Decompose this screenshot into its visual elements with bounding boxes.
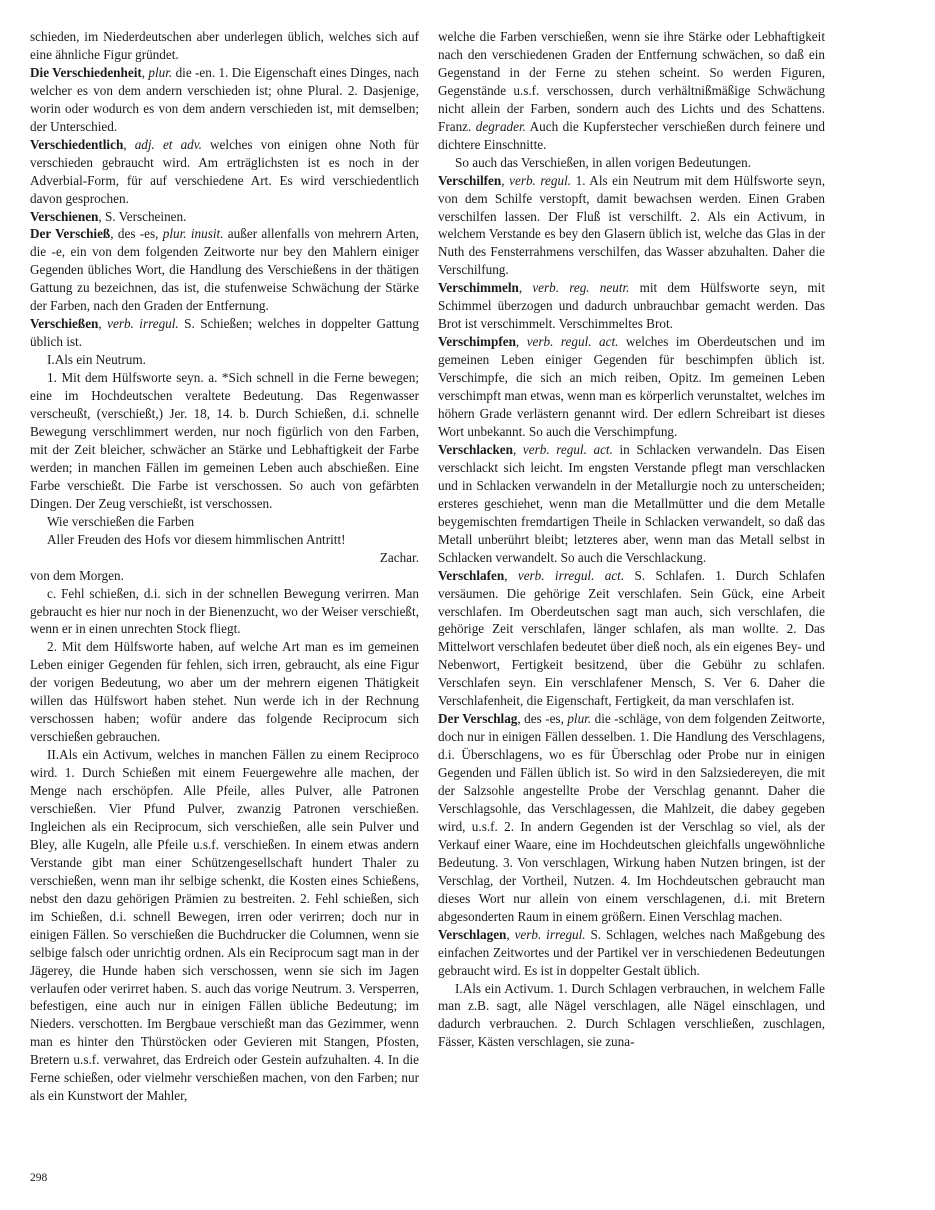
grammar-label: verb. reg. neutr. bbox=[532, 280, 630, 296]
grammar-label: plur. inusit. bbox=[162, 226, 224, 242]
quotation-line-2: Aller Freuden des Hofs vor diesem himmlischen Antritt! bbox=[47, 531, 346, 547]
headword: Verschimmeln bbox=[438, 280, 519, 296]
headword: Verschlagen bbox=[438, 926, 507, 942]
headword: Verschienen bbox=[30, 208, 99, 224]
entry-verschiedenheit: Die Verschiedenheit, plur. die -en. 1. Die Eigenschaft eines Dinges, nach welcher es von dem andern verschieden ist; ohne Plural. 2. Dasjenige, worin oder wodurch es von dem andern verschieden ist, mit demselben; der Unterschied. bbox=[30, 64, 419, 134]
sense-heading-neutrum: I.Als ein Neutrum. bbox=[47, 352, 146, 368]
headword: Die Verschiedenheit bbox=[30, 64, 142, 80]
headword: Verschilfen bbox=[438, 172, 502, 188]
grammar-label: verb. irregul. bbox=[107, 316, 179, 332]
grammar-label: verb. irregul. bbox=[514, 926, 586, 942]
grammar-label: verb. regul. act. bbox=[526, 334, 619, 350]
sense-paragraph-1: 1. Mit dem Hülfsworte seyn. a. *Sich schnell in die Ferne bewegen; eine im Hochdeutschen veraltete Bedeutung. Das Regenwasser verscheußt, (verschießt,) Jer. 18, 14. b. Durch Schießen, d.i. schnelle Bewegung verschlimmert werden, nur noch figürlich von den Farben, mit der Zeit bleicher, schwächer an Stärke und Lebhaftigkeit der Farbe werden; in manchen Fällen im gemeinen Leben auch abschießen. Eine Farbe verschießt. Die Farbe ist verschossen. So auch von gefärbten Dingen. Der Zeug verschießt, ist verschossen. bbox=[30, 370, 419, 511]
quotation-line-1: Wie verschießen die Farben bbox=[47, 513, 195, 529]
sense-paragraph-c: c. Fehl schießen, d.i. sich in der schnellen Bewegung verirren. Man gebraucht es hier nur noch in der Bienenzucht, wo der Weiser verschießt, wenn er in einen unrechten Stock fliegt. bbox=[30, 585, 419, 637]
grammar-label: verb. regul. bbox=[509, 172, 572, 188]
grammar-label: verb. irregul. act. bbox=[517, 567, 625, 583]
grammar-label: plur. bbox=[567, 711, 592, 727]
page-number: 298 bbox=[30, 1172, 48, 1184]
entry-verschlafen: Verschlafen, verb. irregul. act. S. Schlafen. 1. Durch Schlafen versäumen. Die gehörige Zeit verschlafen. Sein Gück, eine Arbeit verschlafen. Im Oberdeutschen sagt man auch, sich verschlafen, die gehörige Zeit verschlafen, länger schlafen, als man wollte. 2. Das Mittelwort verschlafen bedeutet über dieß noch, als ein eigenes Bey- und Nebenwort, Fertigkeit besitzend, über die Gebühr zu schlafen. Verschlafen seyn. Ein verschlafener Mensch, S. Ver 6. Daher die Verschlafenheit, die Eigenschaft, Fertigkeit, da man verschlafen ist. bbox=[438, 567, 825, 709]
left-column bbox=[30, 28, 419, 1105]
entry-verschimpfen: Verschimpfen, verb. regul. act. welches im Oberdeutschen und im gemeinen Leben einiger Gegenden für beschimpfen üblich ist. Verschimpfe, die sich an mich reiben, Opitz. Im gemeinen Leben verschimpft man etwas, wenn man es körperlich verunstaltet, welches im höhern Grade verlästern genannt wird. Der edlern Schreibart ist dieses Wort unbekannt. So auch die Verschimpfung. bbox=[438, 334, 825, 439]
headword: Verschlacken bbox=[438, 441, 513, 457]
entry-verschiess: Der Verschieß, des -es, plur. inusit. außer allenfalls von mehrern Arten, die -e, ein von dem folgenden Zeitworte nur bey den Mahlern einiger Gegenden übliches Wort, die Handlung des Verschießens in der thätigen Gattung zu bezeichnen, das ist, die stufenweise Schwächung der Stärke der Farben, nach den Graden der Entfernung. bbox=[30, 226, 419, 314]
sense-paragraph-2: 2. Mit dem Hülfsworte haben, auf welche Art man es im gemeinen Leben einiger Gegenden für fehlen, sich irren, gebraucht, als eine Figur der vorigen Bedeutung, wo aber um der mehrern eigenen Thätigkeit willen das Hülfswort haben stehet. Nun werde ich in der Rechnung verschossen haben; wofür andere das folgende Reciprocum sich verschießen gebrauchen. bbox=[30, 639, 419, 745]
quotation-continuation: von dem Morgen. bbox=[30, 567, 124, 583]
sense-heading-activum: II.Als ein Activum, welches in manchen Fällen zu einem Reciproco wird. 1. Durch Schießen mit einem Feuergewehre alle machen, der Menge nach erschöpfen. Alle Pfeile, alles Pulver, alle Patronen verschießen. Vier Pfund Pulver, zwanzig Patronen verschießen. Ingleichen als ein Reciprocum, sich verschießen, alle sein Pulver und Bley, alle Kugeln, alle Pfeile u.s.f. verschießen. In einem etwas andern Verstande gibt man einer Schützengesellschaft hundert Thaler zu verschießen, wenn man ihr selbige schenkt, die Kosten eines Schießens, nebst den dazu gehörigen Prämien zu bestreiten. 2. Fehl schießen, sich im Schießen, d.i. schnell Bewegen, irren oder verirren; doch nur in einigen Fällen. So verschießen die Buchdrucker die Columnen, wenn sie selbige falsch oder unrichtig ordnen. Als ein Reciprocum sagt man in der Jägerey, die Hunde haben sich verschossen, wenn sie sich im Jagen verlaufen oder verirret haben. S. auch das vorige Neutrum. 3. Versperren, befestigen, eine auch nur in einigen Fällen übliche Bedeutung; im Nieders. verschotten. Im Bergbaue verschießt man das Gezimmer, wenn man es hinter den Thürstöcken oder Gevieren mit Stangen, Pfosten, Bretern u.s.f. verwahret, das Erdreich oder Gestein aufzuhalten. 4. In die Ferne schießen, oder vielmehr verschießen machen, von den Farben; nur als ein Kunstwort der Mahler, bbox=[30, 747, 419, 1104]
entry-verschimmeln: Verschimmeln, verb. reg. neutr. mit dem Hülfsworte seyn, mit Schimmel überzogen und dadurch unbrauchbar gemacht werden. Das Brot ist verschimmelt. Verschimmeltes Brot. bbox=[438, 280, 825, 332]
headword: Verschimpfen bbox=[438, 334, 516, 350]
headword: Der Verschlag bbox=[438, 711, 518, 727]
headword: Der Verschieß bbox=[30, 226, 111, 242]
entry-verschienen: Verschienen, S. Verscheinen. bbox=[30, 208, 187, 224]
grammar-label: plur. bbox=[148, 64, 173, 80]
grammar-label: verb. regul. act. bbox=[522, 441, 613, 457]
summary-paragraph: So auch das Verschießen, in allen vorigen Bedeutungen. bbox=[455, 154, 752, 170]
continuation-paragraph: schieden, im Niederdeutschen aber underlegen üblich, welches sich auf eine ähnliche Figur gründet. bbox=[30, 29, 419, 62]
right-column bbox=[438, 28, 825, 1051]
entry-verschlagen: Verschlagen, verb. irregul. S. Schlagen, welches nach Maßgebung des einfachen Zeitwortes und der Partikel ver in verschiedenen Bedeutungen gebraucht wird. Es ist in doppelter Gestalt üblich. bbox=[438, 926, 826, 978]
quotation-source: Zachar. bbox=[379, 549, 419, 565]
continuation-paragraph: welche die Farben verschießen, wenn sie ihre Stärke oder Lebhaftigkeit nach den verschiedenen Graden der Entfernung schwächen, so daß ein Gegenstand in der Ferne zu stehen scheint. So werden Figuren, Gegenstände u.s.f. verschossen, durch verhältnißmäßige Schwächung nicht allein der Farben, sondern auch des Lichts und des Schattens. Franz. degrader. Auch die Kupferstecher verschießen durch feinere und dichtere Einschnitte. bbox=[438, 29, 825, 152]
entry-verschiedentlich: Verschiedentlich, adj. et adv. welches von einigen ohne Noth für verschieden gebraucht wird. Am erträglichsten ist es noch in der Adverbial-Form, für auf verschiedene Art. Es wird verschiedentlich davon gesprochen. bbox=[30, 136, 419, 206]
sense-heading-activum: I.Als ein Activum. 1. Durch Schlagen verbrauchen, in welchem Falle man z.B. sagt, alle Nägel verschlagen, alle Nägel einschlagen, und dadurch verbrauchen. 2. Durch Schlagen verschließen, zuschlagen, Fässer, Kästen verschlagen, sie zuna- bbox=[438, 980, 825, 1050]
entry-verschiessen: Verschießen, verb. irregul. S. Schießen; welches in doppelter Gattung üblich ist. bbox=[30, 316, 419, 350]
entry-verschlag: Der Verschlag, des -es, plur. die -schläge, von dem folgenden Zeitworte, doch nur in einigen Fällen desselben. 1. Die Handlung des Verschlagens, d.i. Überschlagens, wo es für Überschlag oder Probe nur in einigen Gegenden und Fällen üblich ist. So wird in den Salzsiedereyen, die mit der Salzsohle angestellte Probe der Verschlag genannt. Daher die Verschlagsohle, das Verschlagessen, die Mahlzeit, die dabey gegeben wird, u.s.f. 2. In andern Gegenden ist der Verschlag so viel, als der Verkauf einer Waare, eine im Hochdeutschen gleichfalls ungewöhnliche Bedeutung. 3. Von verschlagen, Wirkung haben Nutzen bringen, ist der Verschlag, der Vortheil, Nutzen. 4. Im Hochdeutschen gebraucht man dieses Wort nur allein von einem verschlagenen, d.i. mit Bretern abgesonderten Raum in einem größern. Einen Verschlag machen. bbox=[438, 711, 825, 924]
headword: Verschiedentlich bbox=[30, 136, 124, 152]
headword: Verschlafen bbox=[438, 567, 505, 583]
entry-verschilfen: Verschilfen, verb. regul. 1. Als ein Neutrum mit dem Hülfsworte seyn, von dem Schilfe verstopft, damit bewachsen werden. Einen Graben verschilfen lassen. Der Fluß ist verschilft. 2. Als ein Activum, in welchem Verstande es bey den Glasern üblich ist, welche das Glas in der Nuth des Fensterrahmens verschilfen, das Wasser abzuhalten. Daher die Verschilfung. bbox=[438, 172, 826, 278]
headword: Verschießen bbox=[30, 316, 99, 332]
french-term: degrader. bbox=[475, 118, 526, 134]
grammar-label: adj. et adv. bbox=[134, 136, 202, 152]
entry-verschlacken: Verschlacken, verb. regul. act. in Schlacken verwandeln. Das Eisen verschlackt sich leicht. Im engsten Verstande pflegt man verschlacken und in Schlacken verwandeln in der Metallurgie noch zu unterscheiden; ersteres geschiehet, wenn man die Metallmütter und die dem Metalle beygemischten fremdartigen Theile in Schlacken verwandelt, so daß das Metall unberührt bleibt; letzteres aber, wenn man das Metall selbst in Schlacken verwandelt. So auch die Verschlackung. bbox=[438, 441, 825, 565]
